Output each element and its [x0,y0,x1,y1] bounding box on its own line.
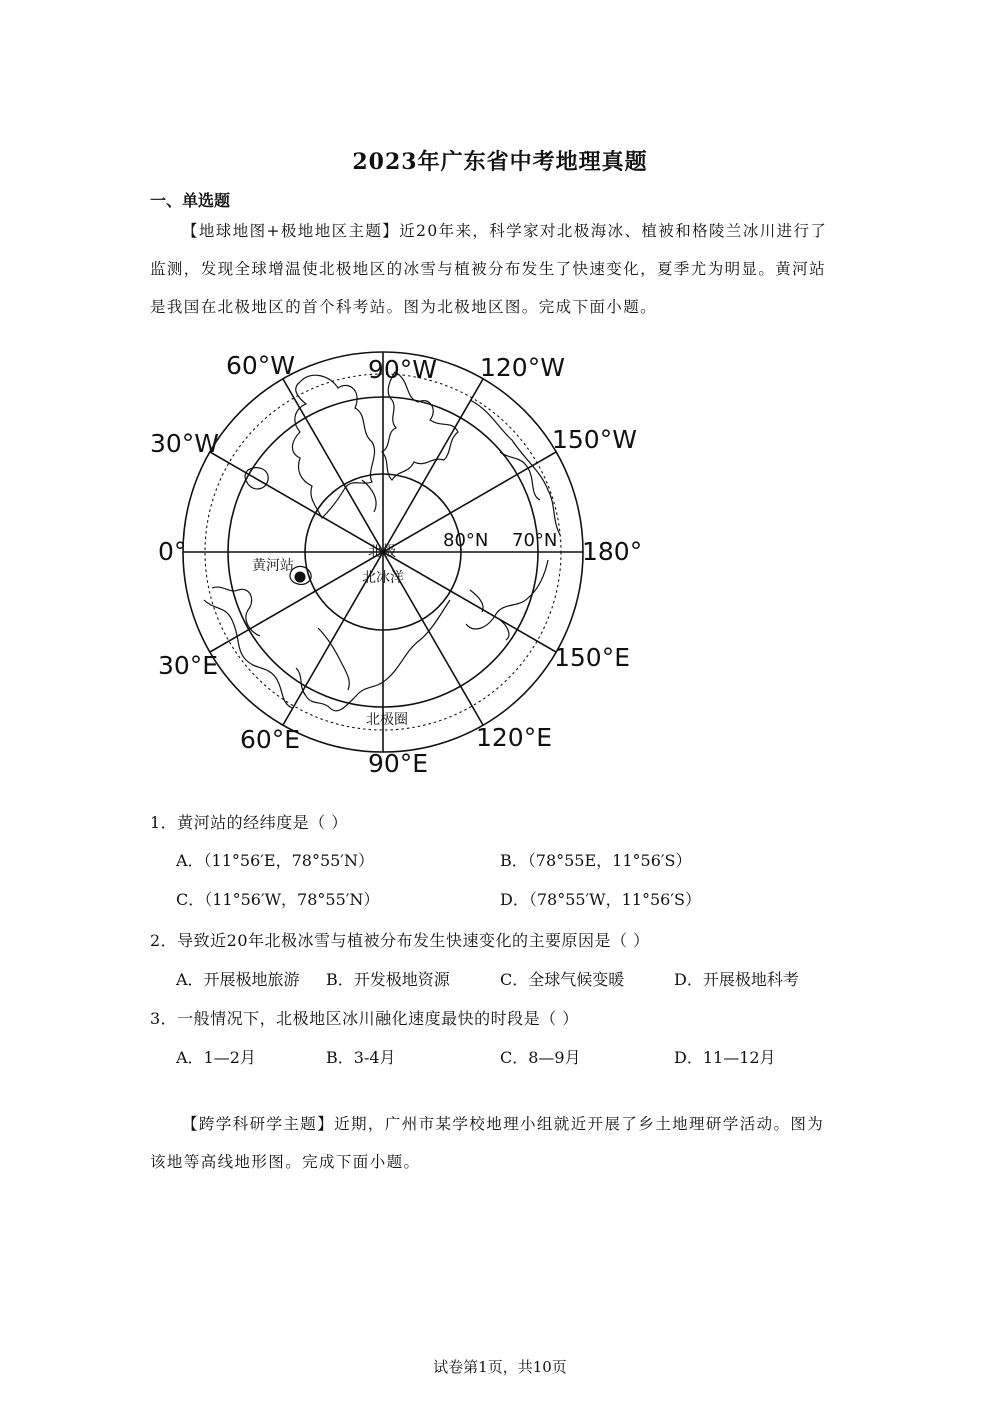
label-80n: 80°N [443,530,489,551]
label-arctic-ocean: 北冰洋 [362,570,404,586]
label-150w: 150°W [552,425,637,454]
alaska-coast [466,560,548,629]
q1-option-c: C．（11°56′W，78°55′N） [176,890,380,909]
section-heading: 一、单选题 [150,191,231,210]
q2-option-b: B．开发极地资源 [326,970,450,989]
label-90e: 90°E [368,749,429,778]
label-120w: 120°W [480,353,565,382]
label-huanghe-station: 黄河站 [252,558,294,574]
greenland-coast [292,375,374,518]
q2-option-d: D．开展极地科考 [674,970,799,989]
canada-coast [382,372,458,480]
label-180: 180° [582,537,643,566]
question-1: 1．黄河站的经纬度是（ ） [150,813,348,832]
coastlines [204,372,560,711]
label-north-pole: 北极 [368,544,396,560]
label-90w: 90°W [368,355,438,384]
q3-option-b: B．3-4月 [326,1048,396,1067]
q3-option-d: D．11—12月 [674,1048,776,1067]
label-30e: 30°E [158,651,219,680]
page-footer: 试卷第1页，共10页 [433,1358,567,1376]
label-60w: 60°W [226,351,296,380]
label-70n: 70°N [512,530,558,551]
q1-option-a: A．（11°56′E，78°55′N） [176,851,374,870]
east-siberia-islands [470,590,509,640]
question-2: 2．导致近20年北极冰雪与植被分布发生快速变化的主要原因是（ ） [150,931,650,950]
q3-option-a: A．1—2月 [176,1048,256,1067]
label-120e: 120°E [476,723,553,752]
label-30w: 30°W [150,429,220,458]
page-title: 2023年广东省中考地理真题 [352,149,648,175]
label-arctic-circle: 北极圈 [366,712,408,728]
huanghe-station-dot [295,572,306,583]
q2-option-a: A．开展极地旅游 [176,970,300,989]
arctic-map [140,340,660,780]
intro-paragraph-2: 【跨学科研学主题】近期，广州市某学校地理小组就近开展了乡土地理研学活动。图为该地等高线地形图。完成下面小题。 [150,1115,825,1171]
q1-option-b: B．（78°55E，11°56′S） [500,851,692,870]
label-0: 0° [158,537,187,566]
q2-option-c: C．全球气候变暖 [500,970,625,989]
north-america-coast [470,400,560,535]
q1-option-d: D．（78°55′W，11°56′S） [500,890,701,909]
scandinavia-coast [212,587,260,636]
question-3: 3．一般情况下，北极地区冰川融化速度最快的时段是（ ） [150,1009,579,1028]
label-60e: 60°E [240,725,301,754]
intro-paragraph-1: 【地球地图+极地地区主题】近20年来，科学家对北极海冰、植被和格陵兰冰川进行了监测，发现全球增温使北极地区的冰雪与植被分布发生了快速变化，夏季尤为明显。黄河站是我国在北极地区的首个科考站。图为北极地区图。完成下面小题。 [150,222,828,316]
q3-option-c: C．8—9月 [500,1048,581,1067]
ellesmere-island [362,480,376,512]
label-150e: 150°E [554,643,631,672]
